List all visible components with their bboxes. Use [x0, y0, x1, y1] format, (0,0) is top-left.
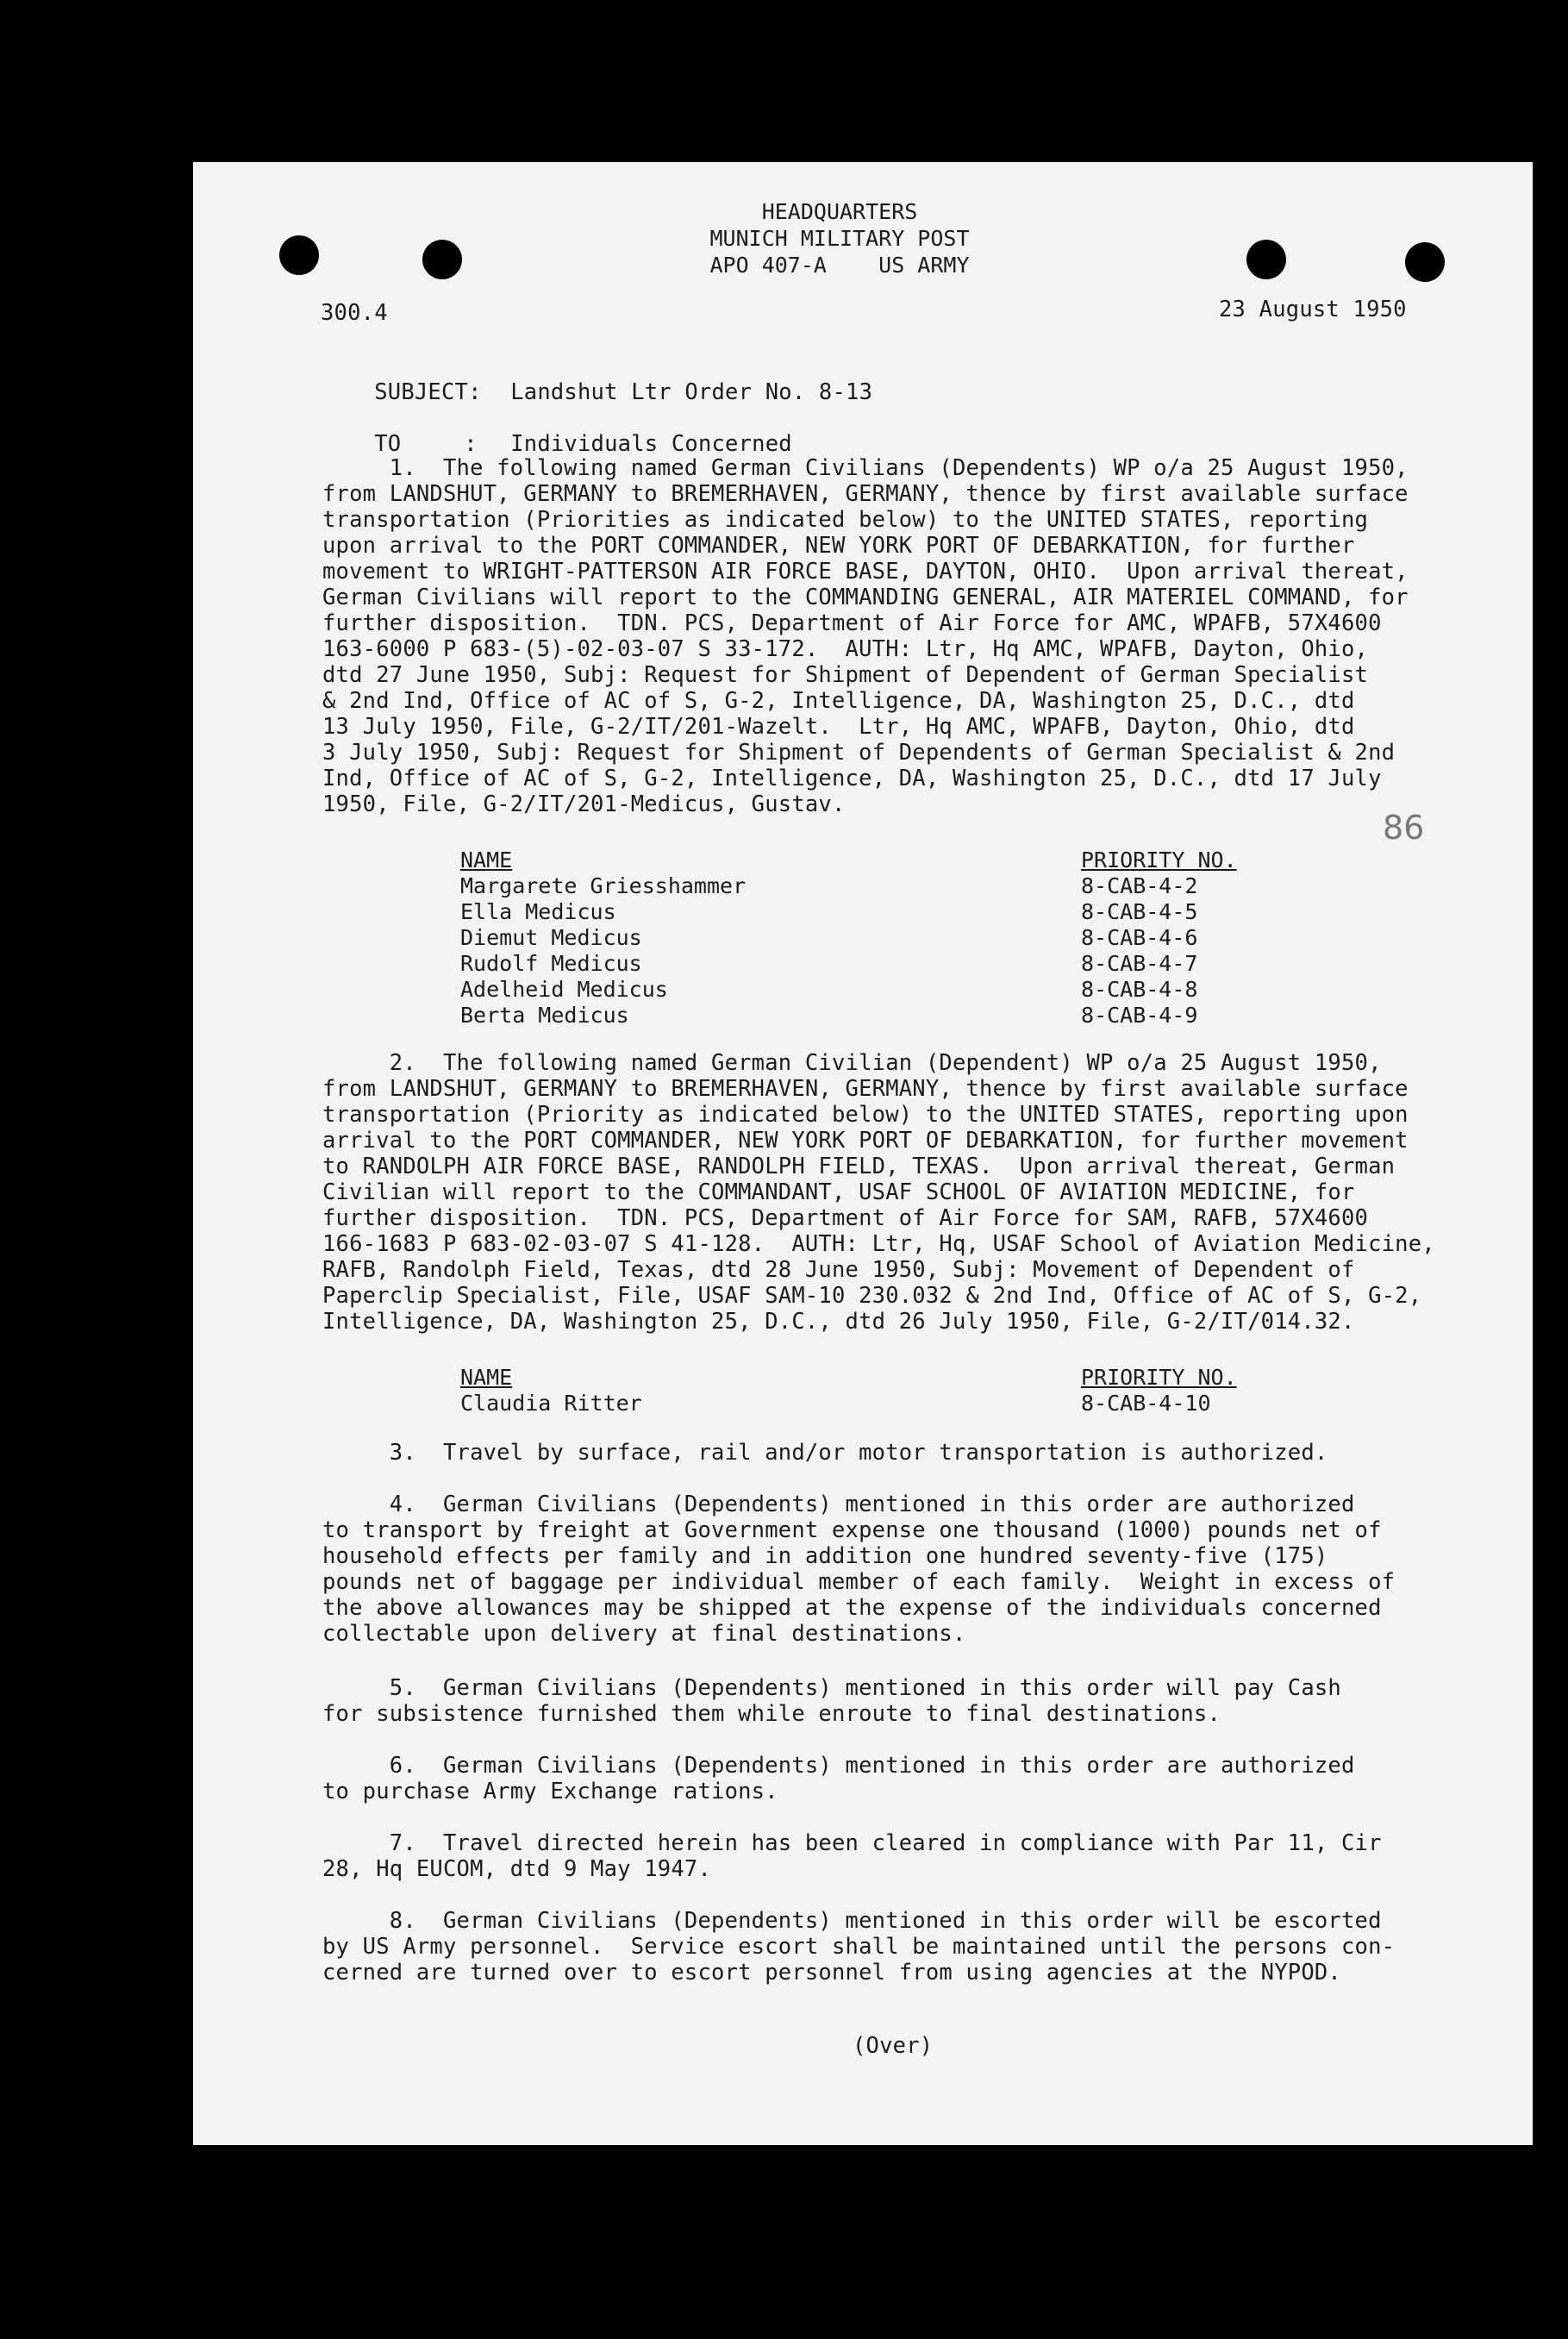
paragraph-line: 3 July 1950, Subj: Request for Shipment of Dependents of German Specialist & 2nd — [322, 740, 1396, 766]
table-row — [460, 1391, 1237, 1417]
paragraph-line: 7. Travel directed herein has been cleared in compliance with Par 11, Cir — [322, 1830, 1382, 1856]
paragraph-line: pounds net of baggage per individual member of each family. Weight in excess of — [322, 1569, 1396, 1595]
paragraph-line: the above allowances may be shipped at the expense of the individuals concerned — [322, 1595, 1382, 1621]
paragraph-line: 166-1683 P 683-02-03-07 S 41-128. AUTH: Ltr, Hq, USAF School of Aviation Medicine, — [322, 1231, 1435, 1257]
paragraph-4 — [322, 1492, 1395, 1647]
paragraph-line: Intelligence, DA, Washington 25, D.C., dtd 26 July 1950, File, G-2/IT/014.32. — [322, 1309, 1355, 1335]
paragraph-line: 163-6000 P 683-(5)-02-03-07 S 33-172. AUTH: Ltr, Hq AMC, WPAFB, Dayton, Ohio, — [322, 636, 1369, 662]
dependent-name: Berta Medicus — [460, 1003, 629, 1028]
page-footer: (Over) — [853, 2033, 934, 2059]
priority-number: 8-CAB-4-8 — [1081, 977, 1198, 1002]
dependent-name: Diemut Medicus — [460, 925, 642, 950]
table-row — [460, 925, 1237, 951]
priority-number: 8-CAB-4-7 — [1081, 951, 1198, 976]
paragraph-line: cerned are turned over to escort personnel from using agencies at the NYPOD. — [322, 1960, 1341, 1986]
paragraph-line: by US Army personnel. Service escort shall be maintained until the persons con- — [322, 1934, 1396, 1960]
subject-text: Landshut Ltr Order No. 8-13 — [510, 379, 873, 405]
paragraph-line: from LANDSHUT, GERMANY to BREMERHAVEN, GERMANY, thence by first available surface — [322, 1076, 1409, 1102]
priority-number: 8-CAB-4-2 — [1081, 873, 1198, 898]
punch-hole-left-2 — [422, 240, 462, 279]
paragraph-5 — [322, 1675, 1341, 1727]
paragraph-line: 1950, File, G-2/IT/201-Medicus, Gustav. — [322, 791, 846, 817]
paragraph-line: Paperclip Specialist, File, USAF SAM-10 230.032 & 2nd Ind, Office of AC of S, G-2, — [322, 1283, 1422, 1309]
priority-number: 8-CAB-4-9 — [1081, 1003, 1198, 1028]
dependent-name: Ella Medicus — [460, 899, 616, 924]
priority-column-header: PRIORITY NO. — [1081, 1365, 1237, 1390]
priority-number: 8-CAB-4-5 — [1081, 899, 1198, 924]
paragraph-line: upon arrival to the PORT COMMANDER, NEW YORK PORT OF DEBARKATION, for further — [322, 533, 1355, 559]
paragraph-line: from LANDSHUT, GERMANY to BREMERHAVEN, GERMANY, thence by first available surface — [322, 481, 1409, 507]
paragraph-line: arrival to the PORT COMMANDER, NEW YORK PORT OF DEBARKATION, for further movement — [322, 1128, 1409, 1154]
punch-hole-right-2 — [1405, 242, 1445, 282]
name-column-header: NAME — [460, 847, 513, 872]
letterhead-line-2: MUNICH MILITARY POST — [709, 226, 970, 251]
paragraph-line: 3. Travel by surface, rail and/or motor transportation is authorized. — [322, 1440, 1328, 1466]
dependent-name: Adelheid Medicus — [460, 977, 668, 1002]
paragraph-line: 6. German Civilians (Dependents) mentioned in this order are authorized — [322, 1753, 1355, 1779]
file-number: 300.4 — [321, 300, 388, 326]
paragraph-line: German Civilians will report to the COMMANDING GENERAL, AIR MATERIEL COMMAND, for — [322, 585, 1409, 610]
to-text: Individuals Concerned — [510, 431, 792, 457]
paragraph-line: 2. The following named German Civilian (Dependent) WP o/a 25 August 1950, — [322, 1050, 1382, 1076]
priority-number: 8-CAB-4-6 — [1081, 925, 1198, 950]
table-row — [460, 899, 1237, 925]
paragraph-line: 4. German Civilians (Dependents) mentioned in this order are authorized — [322, 1492, 1355, 1517]
paragraph-line: household effects per family and in addition one hundred seventy-five (175) — [322, 1543, 1328, 1569]
paragraph-line: to RANDOLPH AIR FORCE BASE, RANDOLPH FIELD, TEXAS. Upon arrival thereat, German — [322, 1154, 1396, 1179]
paragraph-line: 8. German Civilians (Dependents) mentioned in this order will be escorted — [322, 1908, 1382, 1934]
letterhead — [676, 198, 1003, 278]
paragraph-line: Civilian will report to the COMMANDANT, USAF SCHOOL OF AVIATION MEDICINE, for — [322, 1179, 1355, 1205]
paragraph-1 — [322, 455, 1409, 817]
paragraph-line: dtd 27 June 1950, Subj: Request for Shipment of Dependent of German Specialist — [322, 662, 1369, 688]
handwritten-page-mark: 86 — [1383, 809, 1425, 847]
priority-table-2 — [460, 1365, 1237, 1417]
paragraph-6 — [322, 1753, 1355, 1804]
priority-table-1 — [460, 847, 1237, 1029]
punch-hole-right-1 — [1246, 240, 1286, 279]
priority-number: 8-CAB-4-10 — [1081, 1391, 1211, 1416]
table-header-row — [460, 847, 1237, 873]
letterhead-line-1: HEADQUARTERS — [761, 199, 918, 224]
paragraph-line: further disposition. TDN. PCS, Department of Air Force for SAM, RAFB, 57X4600 — [322, 1205, 1369, 1231]
punch-hole-left-1 — [279, 235, 319, 275]
paragraph-3 — [322, 1440, 1327, 1466]
document-page — [193, 162, 1533, 2145]
paragraph-line: 13 July 1950, File, G-2/IT/201-Wazelt. Ltr, Hq AMC, WPAFB, Dayton, Ohio, dtd — [322, 714, 1355, 740]
paragraph-line: 28, Hq EUCOM, dtd 9 May 1947. — [322, 1856, 712, 1882]
paragraph-line: & 2nd Ind, Office of AC of S, G-2, Intelligence, DA, Washington 25, D.C., dtd — [322, 688, 1355, 714]
dependent-name: Claudia Ritter — [460, 1391, 642, 1416]
dependent-name: Rudolf Medicus — [460, 951, 642, 976]
paragraph-line: to purchase Army Exchange rations. — [322, 1779, 778, 1804]
table-row — [460, 977, 1237, 1003]
dependent-name: Margarete Griesshammer — [460, 873, 747, 898]
table-row — [460, 951, 1237, 977]
paragraph-2 — [322, 1050, 1435, 1335]
paragraph-line: to transport by freight at Government expense one thousand (1000) pounds net of — [322, 1517, 1382, 1543]
subject-label: SUBJECT: — [374, 379, 482, 405]
paragraph-line: 1. The following named German Civilians (Dependents) WP o/a 25 August 1950, — [322, 455, 1409, 481]
priority-column-header: PRIORITY NO. — [1081, 847, 1237, 872]
paragraph-8 — [322, 1908, 1395, 1986]
to-separator: : — [464, 431, 478, 457]
paragraph-line: Ind, Office of AC of S, G-2, Intelligence, DA, Washington 25, D.C., dtd 17 July — [322, 766, 1382, 791]
paragraph-line: movement to WRIGHT-PATTERSON AIR FORCE BASE, DAYTON, OHIO. Upon arrival thereat, — [322, 559, 1409, 585]
to-label: TO — [374, 431, 402, 457]
paragraph-line: transportation (Priorities as indicated below) to the UNITED STATES, reporting — [322, 507, 1369, 533]
table-row — [460, 873, 1237, 899]
table-row — [460, 1003, 1237, 1029]
paragraph-line: RAFB, Randolph Field, Texas, dtd 28 June 1950, Subj: Movement of Dependent of — [322, 1257, 1355, 1283]
paragraph-7 — [322, 1830, 1382, 1882]
table-header-row — [460, 1365, 1237, 1391]
letterhead-line-3: APO 407-A US ARMY — [709, 253, 970, 278]
paragraph-line: transportation (Priority as indicated below) to the UNITED STATES, reporting upon — [322, 1102, 1409, 1128]
paragraph-line: 5. German Civilians (Dependents) mentioned in this order will pay Cash — [322, 1675, 1341, 1701]
name-column-header: NAME — [460, 1365, 513, 1390]
paragraph-line: further disposition. TDN. PCS, Department of Air Force for AMC, WPAFB, 57X4600 — [322, 610, 1382, 636]
paragraph-line: for subsistence furnished them while enroute to final destinations. — [322, 1701, 1221, 1727]
paragraph-line: collectable upon delivery at final destinations. — [322, 1621, 966, 1647]
document-date: 23 August 1950 — [1219, 297, 1407, 322]
